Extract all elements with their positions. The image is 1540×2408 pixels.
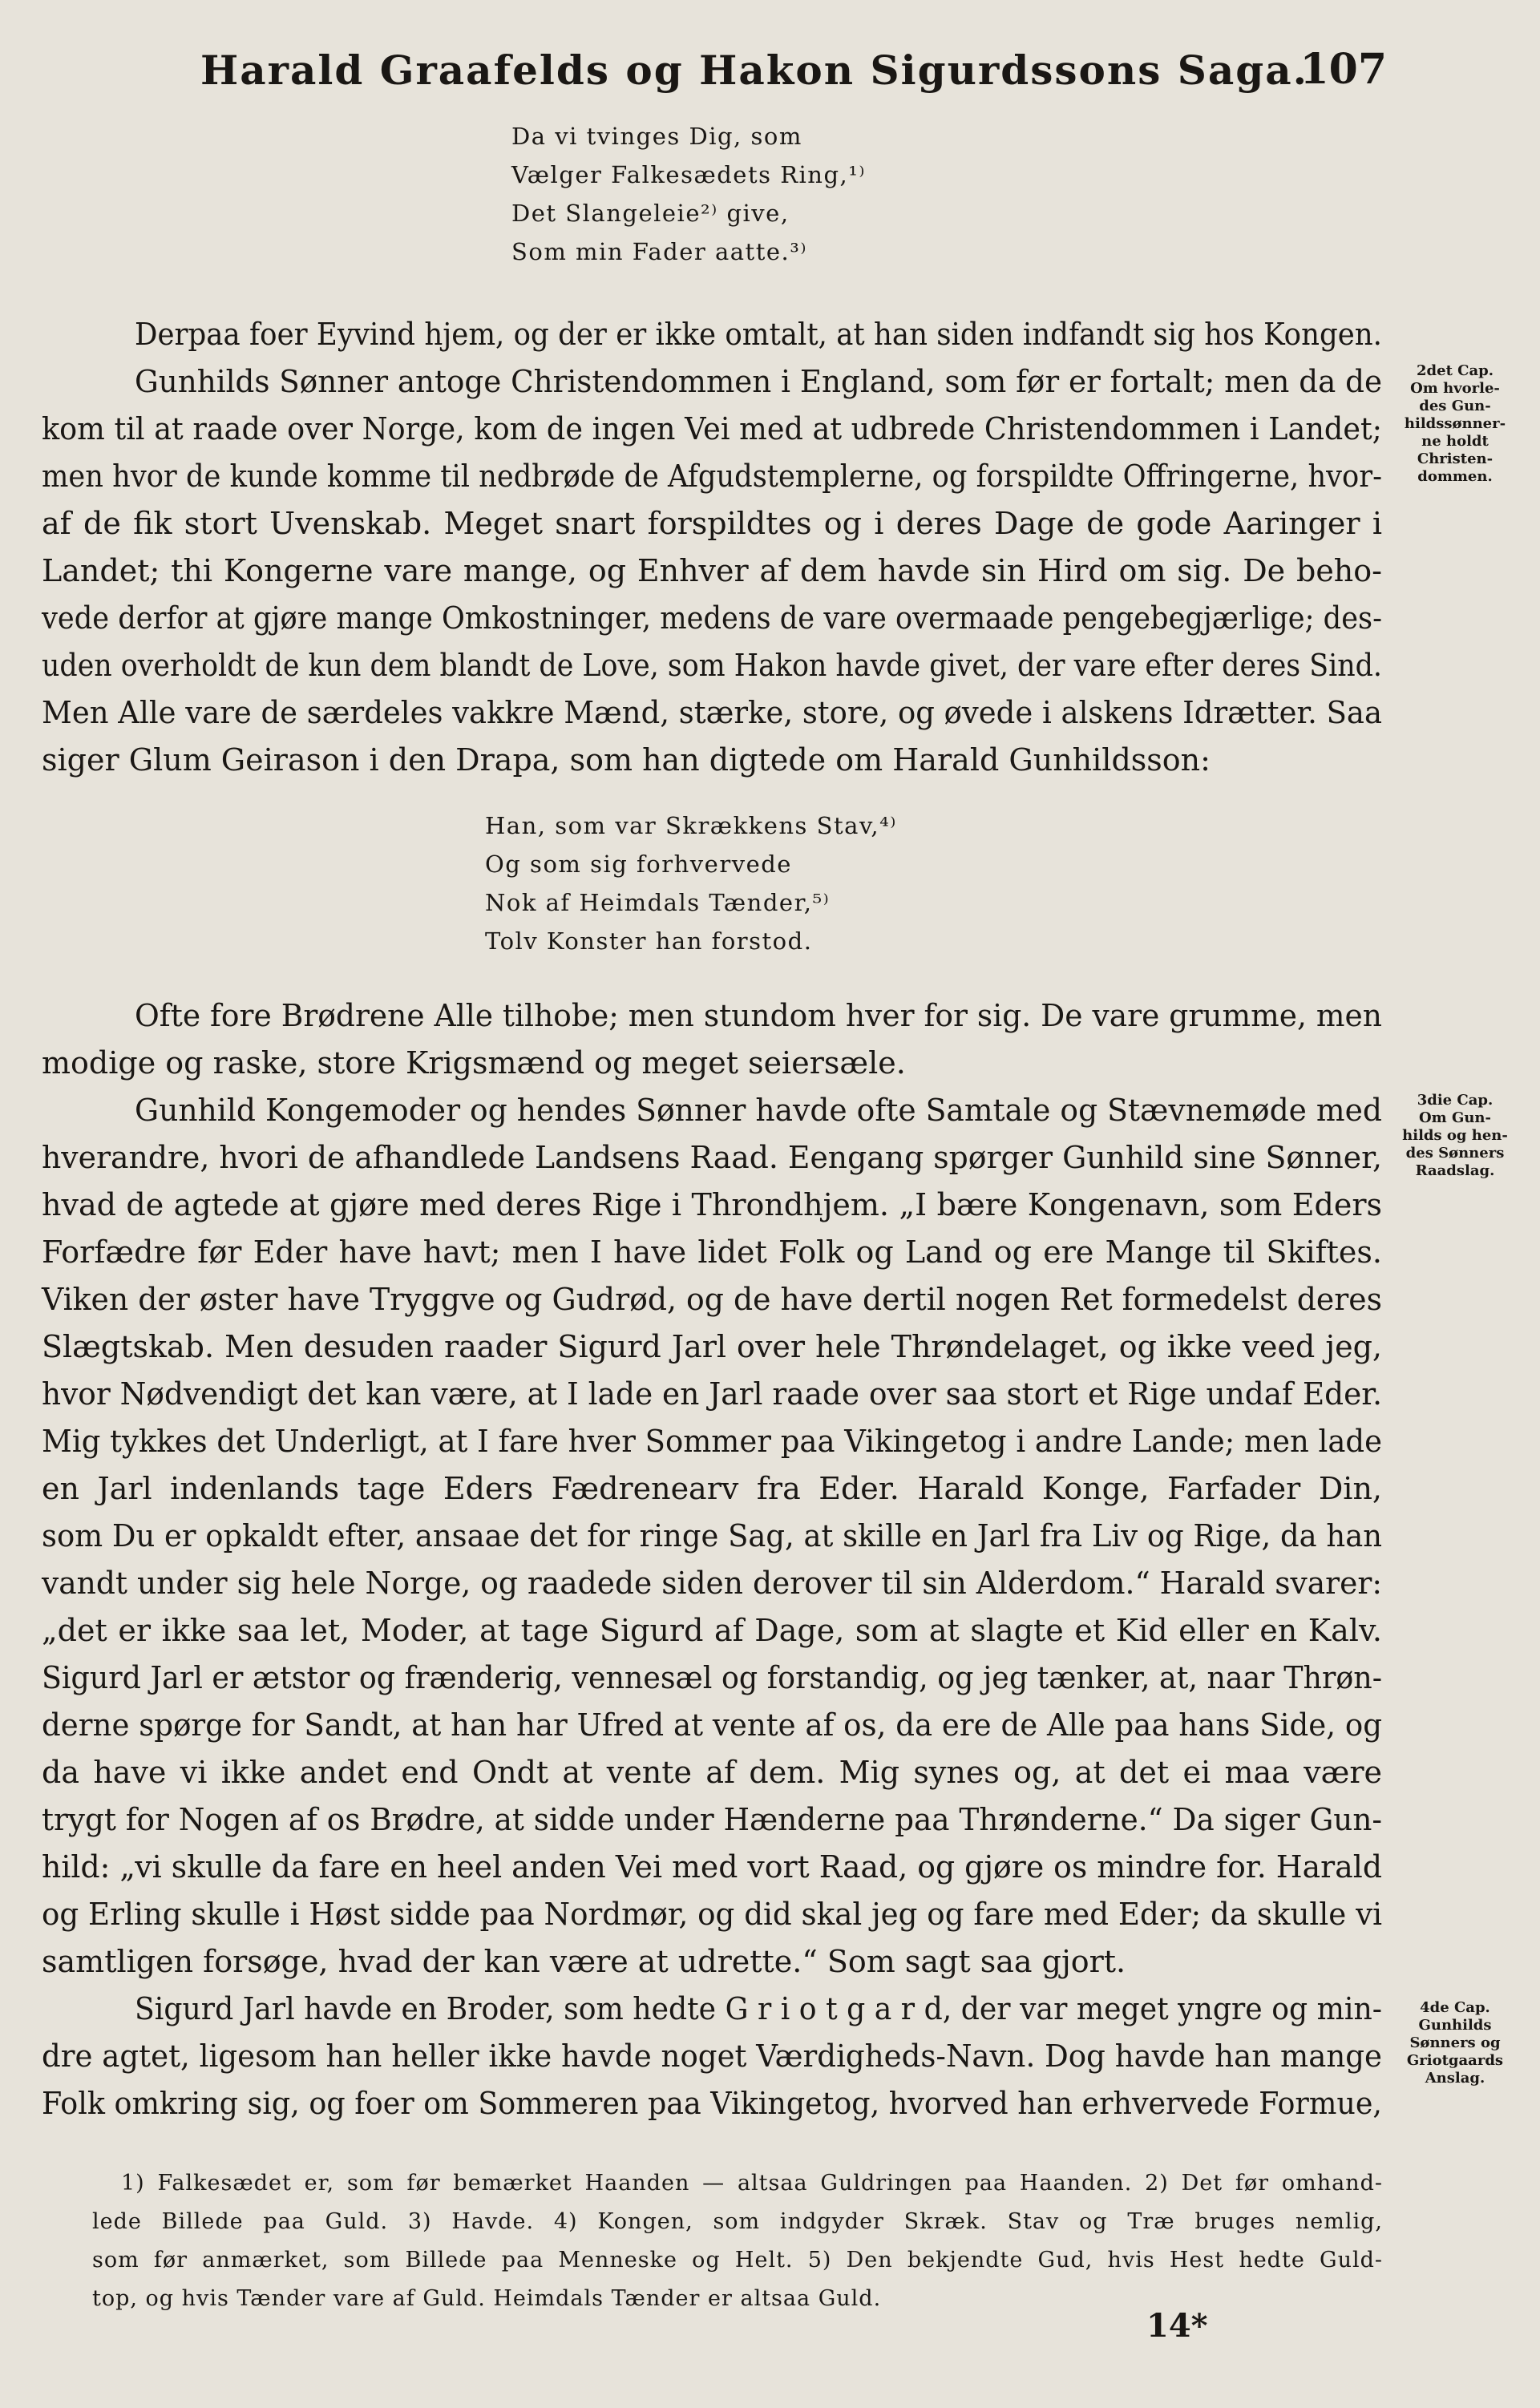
- verse-line: Han, som var Skrækkens Stav,⁴⁾: [485, 812, 897, 839]
- margin-note-line: Anslag.: [1425, 2070, 1485, 2087]
- text-line: og Erling skulle i Høst sidde paa Nordmør, og did skal jeg og fare med Eder; da skulle vi: [42, 1897, 1382, 1932]
- text-line: siger Glum Geirason i den Drapa, som han digtede om Harald Gunhildsson:: [42, 742, 1211, 778]
- text-line: Landet; thi Kongerne vare mange, og Enhver af dem havde sin Hird om sig. De beho-: [42, 553, 1382, 588]
- footnote-line: lede Billede paa Guld. 3) Havde. 4) Kongen, som indgyder Skræk. Stav og Træ bruges nemlig,: [92, 2209, 1383, 2234]
- paragraph-5: [42, 1986, 1382, 2127]
- verse-line: Da vi tvinges Dig, som: [511, 123, 802, 150]
- text-line: Gunhilds Sønner antoge Christendommen i England, som før er fortalt; men da de: [135, 364, 1382, 399]
- margin-note-line: dommen.: [1417, 468, 1493, 485]
- margin-note-line: Gunhilds: [1418, 2017, 1492, 2034]
- text-line: uden overholdt de kun dem blandt de Love, som Hakon havde givet, der vare efter deres Sind.: [42, 648, 1382, 683]
- margin-note-line: Griotgaards: [1406, 2052, 1504, 2069]
- paragraph-4: [42, 1087, 1382, 1986]
- margin-note-line: 4de Cap.: [1420, 1999, 1490, 2016]
- text-line: Mig tykkes det Underligt, at I fare hver Sommer paa Vikingetog i andre Lande; men lade: [42, 1424, 1382, 1459]
- text-line: Derpaa foer Eyvind hjem, og der er ikke omtalt, at han siden indfandt sig hos Kongen.: [135, 317, 1382, 352]
- margin-note-line: 3die Cap.: [1417, 1092, 1494, 1109]
- text-line: Folk omkring sig, og foer om Sommeren paa Vikingetog, hvorved han erhvervede Formue,: [42, 2086, 1382, 2121]
- verse-stanza-2: [485, 806, 897, 960]
- text-line: dre agtet, ligesom han heller ikke havde noget Værdigheds-Navn. Dog havde han mange: [42, 2038, 1382, 2074]
- text-line: hvad de agtede at gjøre med deres Rige i Throndhjem. „I bære Kongenavn, som Eders: [42, 1187, 1382, 1222]
- footnote-line: 1) Falkesædet er, som før bemærket Haanden — altsaa Guldringen paa Haanden. 2) Det før omhand-: [121, 2171, 1383, 2196]
- margin-note-line: Om hvorle-: [1410, 380, 1500, 397]
- margin-note-line: Christen-: [1417, 450, 1494, 467]
- paragraph-1: [42, 311, 1382, 358]
- text-line: da have vi ikke andet end Ondt at vente af dem. Mig synes og, at det ei maa være: [42, 1755, 1382, 1790]
- signature-mark: 14*: [1146, 2307, 1208, 2345]
- margin-note-chapter-4: [1391, 1999, 1519, 2087]
- margin-note-line: hildssønner-: [1404, 415, 1506, 432]
- text-line: vede derfor at gjøre mange Omkostninger, medens de vare overmaade pengebegjærlige; des-: [42, 600, 1382, 636]
- margin-note-line: ne holdt: [1421, 433, 1489, 450]
- verse-line: Det Slangeleie²⁾ give,: [511, 200, 790, 227]
- text-line: Slægtskab. Men desuden raader Sigurd Jarl over hele Thrøndelaget, og ikke veed jeg,: [42, 1329, 1382, 1364]
- text-line: samtligen forsøge, hvad der kan være at udrette.“ Som sagt saa gjort.: [42, 1944, 1126, 1979]
- text-line: trygt for Nogen af os Brødre, at sidde under Hænderne paa Thrønderne.“ Da siger Gun-: [42, 1802, 1382, 1837]
- margin-note-line: Om Gun-: [1418, 1109, 1491, 1126]
- text-line: Men Alle vare de særdeles vakkre Mænd, stærke, store, og øvede i alskens Idrætter. Saa: [42, 695, 1382, 730]
- text-line: men hvor de kunde komme til nedbrøde de Afgudstemplerne, og forspildte Offringerne, hvor-: [42, 459, 1382, 494]
- page-number: 107: [1300, 45, 1387, 94]
- margin-note-chapter-3: [1391, 1092, 1519, 1180]
- footnotes: [92, 2164, 1383, 2318]
- text-line: vandt under sig hele Norge, og raadede siden derover til sin Alderdom.“ Harald svarer:: [42, 1566, 1382, 1601]
- paragraph-3: [42, 992, 1382, 1087]
- text-line: Sigurd Jarl havde en Broder, som hedte G r i o t g a r d, der var meget yngre og min-: [135, 1991, 1382, 2026]
- text-line: hild: „vi skulle da fare en heel anden Vei med vort Raad, og gjøre os mindre for. Harald: [42, 1849, 1382, 1885]
- margin-note-line: 2det Cap.: [1417, 362, 1494, 379]
- verse-line: Og som sig forhvervede: [485, 850, 792, 878]
- margin-note-line: Raadslag.: [1415, 1162, 1495, 1179]
- page-header: [200, 40, 1387, 104]
- verse-line: Nok af Heimdals Tænder,⁵⁾: [485, 889, 831, 916]
- text-line: derne spørge for Sandt, at han har Ufred at vente af os, da ere de Alle paa hans Side, og: [42, 1707, 1382, 1743]
- verse-line: Vælger Falkesædets Ring,¹⁾: [511, 161, 867, 188]
- text-line: modige og raske, store Krigsmænd og meget seiersæle.: [42, 1045, 906, 1081]
- text-line: af de fik stort Uvenskab. Meget snart forspildtes og i deres Dage de gode Aaringer i: [42, 506, 1382, 541]
- text-line: en Jarl indenlands tage Eders Fædrenearv fra Eder. Harald Konge, Farfader Din,: [42, 1471, 1382, 1506]
- text-line: Forfædre før Eder have havt; men I have lidet Folk og Land og ere Mange til Skiftes.: [42, 1234, 1382, 1270]
- text-line: „det er ikke saa let, Moder, at tage Sigurd af Dage, som at slagte et Kid eller en Kalv.: [42, 1613, 1382, 1648]
- text-line: som Du er opkaldt efter, ansaae det for ringe Sag, at skille en Jarl fra Liv og Rige, da han: [42, 1518, 1382, 1553]
- footnote-line: som før anmærket, som Billede paa Menneske og Helt. 5) Den bekjendte Gud, hvis Hest hedte Guld-: [92, 2248, 1383, 2273]
- margin-note-line: hilds og hen-: [1402, 1127, 1508, 1144]
- text-line: Ofte fore Brødrene Alle tilhobe; men stundom hver for sig. De vare grumme, men: [135, 998, 1382, 1033]
- text-line: Viken der øster have Tryggve og Gudrød, og de have dertil nogen Ret formedelst deres: [42, 1282, 1382, 1317]
- paragraph-2: [42, 358, 1382, 784]
- text-line: hvor Nødvendigt det kan være, at I lade en Jarl raade over saa stort et Rige undaf Eder.: [42, 1376, 1382, 1412]
- text-line: Gunhild Kongemoder og hendes Sønner havde ofte Samtale og Stævnemøde med: [135, 1093, 1382, 1128]
- margin-note-line: Sønners og: [1409, 2034, 1501, 2051]
- verse-stanza-1: [511, 117, 866, 271]
- verse-line: Tolv Konster han forstod.: [485, 927, 813, 955]
- footnote-line: top, og hvis Tænder vare af Guld. Heimdals Tænder er altsaa Guld.: [92, 2286, 882, 2311]
- verse-line: Som min Fader aatte.³⁾: [511, 238, 807, 265]
- running-title: Harald Graafelds og Hakon Sigurdssons Saga.: [200, 46, 1309, 94]
- margin-note-chapter-2: [1391, 362, 1519, 486]
- text-line: kom til at raade over Norge, kom de ingen Vei med at udbrede Christendommen i Landet;: [42, 411, 1382, 446]
- text-line: Sigurd Jarl er ætstor og frænderig, vennesæl og forstandig, og jeg tænker, at, naar Thrøn-: [42, 1660, 1382, 1695]
- margin-note-line: des Gun-: [1419, 398, 1491, 414]
- margin-note-line: des Sønners: [1405, 1145, 1505, 1162]
- text-line: hverandre, hvori de afhandlede Landsens Raad. Eengang spørger Gunhild sine Sønner,: [42, 1140, 1382, 1175]
